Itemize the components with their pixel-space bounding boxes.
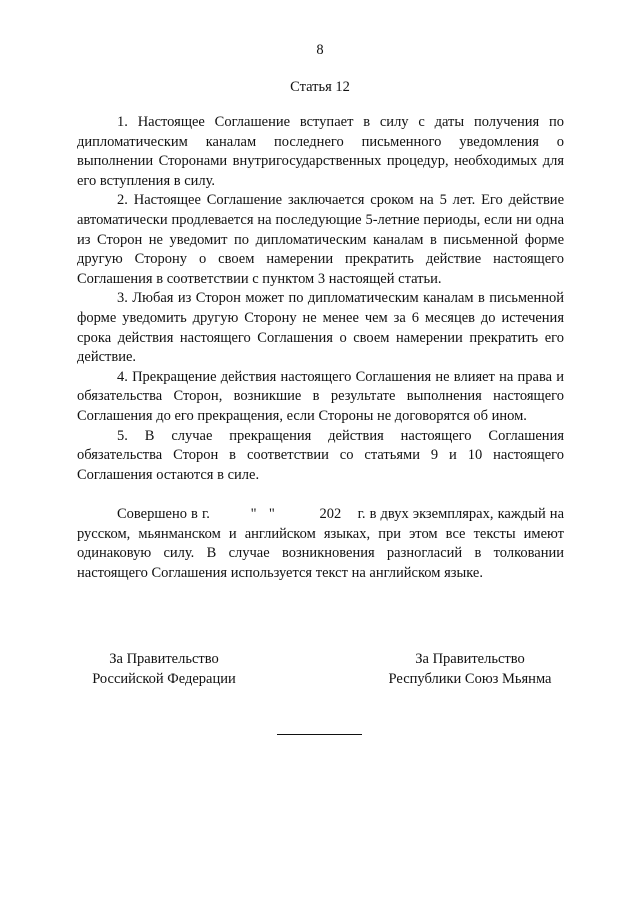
page-number: 8: [316, 42, 324, 58]
closing-rule: [277, 734, 362, 735]
signature-left-line2: Российской Федерации: [92, 670, 236, 687]
signature-left-line1: За Правительство: [109, 651, 219, 667]
closing-paragraph: Совершено в г. " " 202 г. в двух экземплярах, каждый на русском, мьянманском и английском языках, при этом все тексты имеют одинаковую силу. В случае возникновения разногласий в толковании настоящего Соглашения используется текст на английском языке.: [77, 506, 568, 582]
paragraph-5: 5. В случае прекращения действия настоящего Соглашения обязательства Сторон в соответствии со статьями 9 и 10 настоящего Соглашения остаются в силе.: [77, 427, 564, 483]
paragraph-3: 3. Любая из Сторон может по дипломатическим каналам в письменной форме уведомить другую Сторону не менее чем за 6 месяцев до истечения срока действия настоящего Соглашения о своем намерении прекратить его действие.: [77, 290, 564, 366]
signature-left: [84, 650, 244, 689]
paragraph-spacer: [77, 485, 564, 505]
paragraph-1: 1. Настоящее Соглашение вступает в силу с даты получения по дипломатическим каналам последнего письменного уведомления о выполнении Сторонами внутригосударственных процедур, необходимых для его вступления в силу.: [77, 114, 564, 189]
signature-right-line1: За Правительство: [415, 651, 525, 667]
paragraph-2: 2. Настоящее Соглашение заключается сроком на 5 лет. Его действие автоматически продлевается на последующие 5-летние периоды, если ни одна из Сторон не уведомит по дипломатическим каналам в письменной форме другую Сторону о своем намерении прекратить действие настоящего Соглашения в соответствии с пунктом 3 настоящей статьи.: [77, 192, 564, 287]
article-title: Статья 12: [290, 79, 350, 95]
signature-right: [380, 650, 560, 689]
signature-block: [0, 650, 640, 690]
document-body: [77, 113, 568, 584]
signature-right-line2: Республики Союз Мьянма: [388, 670, 552, 687]
paragraph-4: 4. Прекращение действия настоящего Соглашения не влияет на права и обязательства Сторон, возникшие в результате выполнения настоящего Соглашения до его прекращения, если Стороны не договорятся об ином.: [77, 368, 564, 424]
